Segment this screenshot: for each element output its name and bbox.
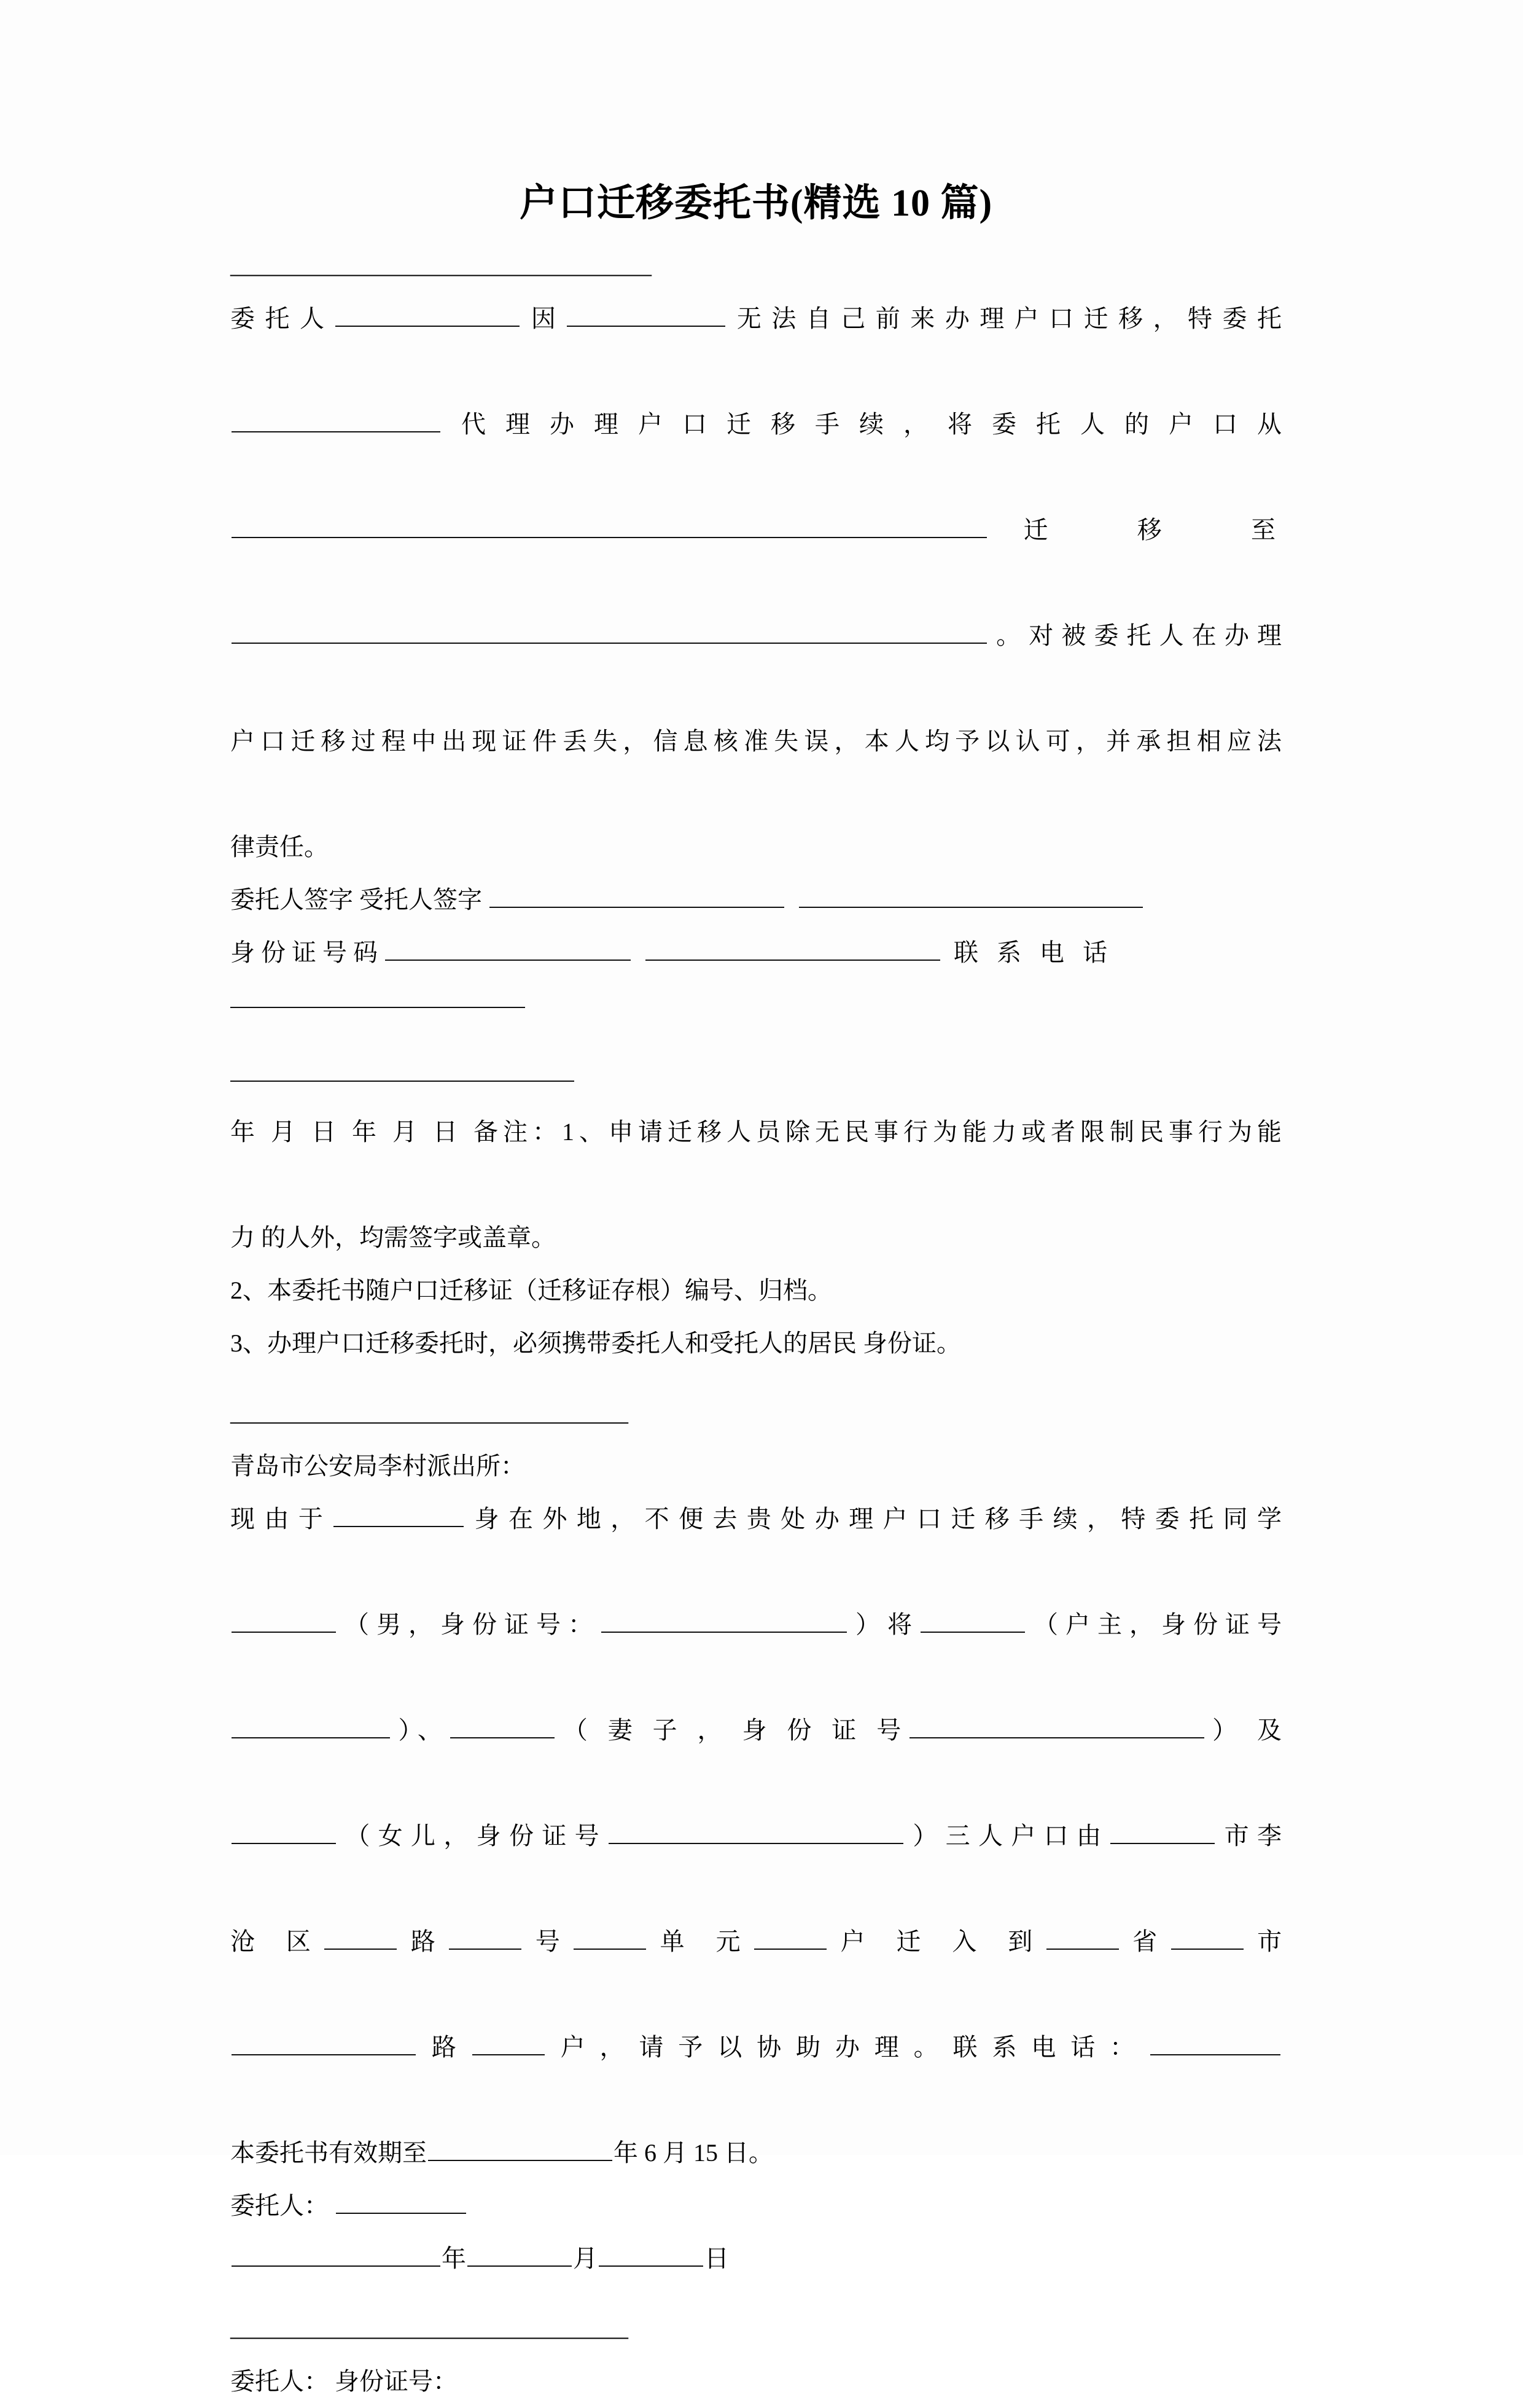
classmate-id-blank[interactable]	[601, 1607, 847, 1633]
section2-line-5	[230, 1915, 1282, 2021]
wife-name-blank[interactable]	[450, 1713, 555, 1738]
daughter-name-blank[interactable]	[232, 1818, 336, 1844]
month-label: 月	[573, 2245, 598, 2272]
section2-line-1	[230, 1493, 1282, 1598]
section2-line-4-mid: ）三人户口由	[905, 1822, 1110, 1850]
client-signature-line	[230, 2179, 1282, 2232]
notes-lead-line: 年 月 日 年 月 日 备注：1、申请迁移人员除无民事行为能力或者限制民事行为能	[230, 1118, 1282, 1146]
wife-id-blank[interactable]	[910, 1713, 1204, 1738]
agent-name-blank[interactable]	[232, 407, 440, 432]
section2-line-2	[230, 1598, 1282, 1704]
section2-line-6	[230, 2021, 1282, 2127]
note-item-3: 3、办理户口迁移委托时，必须携带委托人和受托人的居民 身份证。	[230, 1329, 961, 1357]
unit-label: 单 元	[647, 1928, 754, 1955]
note-item-2: 2、本委托书随户口迁移证（迁移证存根）编号、归档。	[230, 1276, 832, 1304]
classmate-name-blank[interactable]	[232, 1607, 336, 1633]
number-label: 号	[523, 1928, 573, 1955]
extra-blank-row	[230, 1053, 1282, 1106]
addressee-line: 青岛市公安局李村派出所：	[230, 1452, 525, 1480]
origin-road-blank[interactable]	[324, 1924, 397, 1950]
transfer-to-label: 迁 移 至	[988, 516, 1282, 544]
section2-phone-blank[interactable]	[1150, 2030, 1280, 2055]
validity-line	[230, 2127, 1282, 2179]
extra-blank[interactable]	[230, 1055, 574, 1082]
spacer-1	[230, 1032, 1282, 1053]
district-label: 沧 区	[230, 1928, 324, 1955]
section-divider-3: —————————————————	[230, 2322, 627, 2350]
date-year-blank[interactable]	[232, 2241, 440, 2267]
section2-line-4-tail: 市李	[1216, 1822, 1282, 1850]
section1-line-3	[230, 504, 1282, 609]
section3-line-1: 委托人： 身份证号：	[230, 2367, 458, 2395]
date-line	[230, 2232, 1282, 2285]
wife-id-label: （ 妻 子 ， 身 份 证 号	[556, 1716, 908, 1744]
section1-line-2-text: 代理办理户口迁移手续，将委托人的户口从	[442, 410, 1282, 438]
section1-line-2	[230, 398, 1282, 504]
trustee-signature-blank[interactable]	[799, 882, 1143, 908]
id-number-label: 身 份 证 号 码	[230, 939, 378, 966]
phone-value-row	[230, 979, 1282, 1032]
daughter-id-blank[interactable]	[609, 1818, 903, 1844]
male-id-label: （男，身份证号：	[337, 1611, 600, 1638]
section-divider-1: ——————————————————	[230, 259, 650, 287]
validity-label: 本委托书有效期至	[230, 2139, 427, 2167]
date-day-blank[interactable]	[599, 2241, 703, 2267]
entruster-signature-blank[interactable]	[489, 882, 784, 908]
notes-lead-line-2: 力 的人外，均需签字或盖章。	[230, 1224, 556, 1251]
dest-road-label: 路	[417, 2033, 471, 2061]
section2-line-2-mid: ）将	[848, 1611, 919, 1638]
householder-name-blank[interactable]	[921, 1607, 1025, 1633]
reason-label: 因	[521, 305, 566, 332]
origin-unit-blank[interactable]	[574, 1924, 646, 1950]
dest-province-blank[interactable]	[1046, 1924, 1119, 1950]
section2-line-3-tail: ） 及	[1205, 1716, 1282, 1744]
section2-line-4	[230, 1810, 1282, 1915]
reason-blank[interactable]	[567, 301, 725, 327]
householder-id-label: （户主，身份证号	[1026, 1611, 1282, 1638]
section2-line-1-tail: 身在外地，不便去贵处办理户口迁移手续，特委托同学	[465, 1505, 1282, 1533]
page-title: 户口迁移委托书(精选 10 篇)	[519, 182, 993, 224]
province-label: 省	[1120, 1928, 1170, 1955]
move-in-label: 户 迁 入 到	[828, 1928, 1045, 1955]
road-label: 路	[398, 1928, 448, 1955]
origin-household-blank[interactable]	[754, 1924, 827, 1950]
section2-line-3	[230, 1704, 1282, 1810]
section1-line-1-tail: 无法自己前来办理户口迁移，特委托	[726, 305, 1282, 332]
signature-row	[230, 874, 1282, 926]
city-label: 市	[1244, 1928, 1282, 1955]
document-content	[230, 0, 1282, 2408]
section1-line-4	[230, 609, 1282, 715]
entruster-name-blank[interactable]	[335, 301, 520, 327]
dest-road-blank[interactable]	[232, 2030, 416, 2055]
section-divider-2: —————————————————	[230, 1407, 627, 1434]
section1-line-6: 律责任。	[230, 833, 329, 861]
validity-year-blank[interactable]	[428, 2135, 612, 2161]
validity-date: 年 6 月 15 日。	[613, 2139, 773, 2167]
section2-lead-label: 现由于	[230, 1505, 333, 1533]
absent-person-blank[interactable]	[333, 1501, 464, 1527]
section2-line-6-tail: 户，请予以协助办理。联系电话：	[545, 2033, 1150, 2061]
entruster-id-blank[interactable]	[385, 935, 631, 961]
origin-address-blank[interactable]	[232, 512, 987, 538]
origin-number-blank[interactable]	[449, 1924, 521, 1950]
phone-label: 联 系 电 话	[954, 939, 1113, 966]
section2-line-3-sep: ）、	[391, 1716, 450, 1744]
section1-line-1	[230, 292, 1282, 398]
householder-id-blank[interactable]	[232, 1713, 390, 1738]
signature-label: 委托人签字 受托人签字	[230, 886, 482, 913]
id-number-row	[230, 926, 1282, 979]
daughter-id-label: （女儿，身份证号	[337, 1822, 607, 1850]
dest-household-blank[interactable]	[472, 2030, 545, 2055]
day-label: 日	[704, 2245, 729, 2272]
client-label: 委托人：	[230, 2192, 329, 2219]
dest-city-blank[interactable]	[1171, 1924, 1244, 1950]
origin-city-blank[interactable]	[1110, 1818, 1215, 1844]
section1-line-4-text: 。对被委托人在办理	[988, 622, 1282, 649]
date-month-blank[interactable]	[467, 2241, 572, 2267]
entruster-label: 委托人	[230, 305, 335, 332]
destination-address-blank[interactable]	[232, 618, 987, 644]
phone-blank[interactable]	[230, 981, 525, 1008]
section1-line-5: 户口迁移过程中出现证件丢失，信息核准失误，本人均予以认可，并承担相应法	[230, 727, 1282, 755]
client-name-blank[interactable]	[336, 2188, 466, 2214]
trustee-id-blank[interactable]	[645, 935, 940, 961]
year-label: 年	[442, 2245, 466, 2272]
